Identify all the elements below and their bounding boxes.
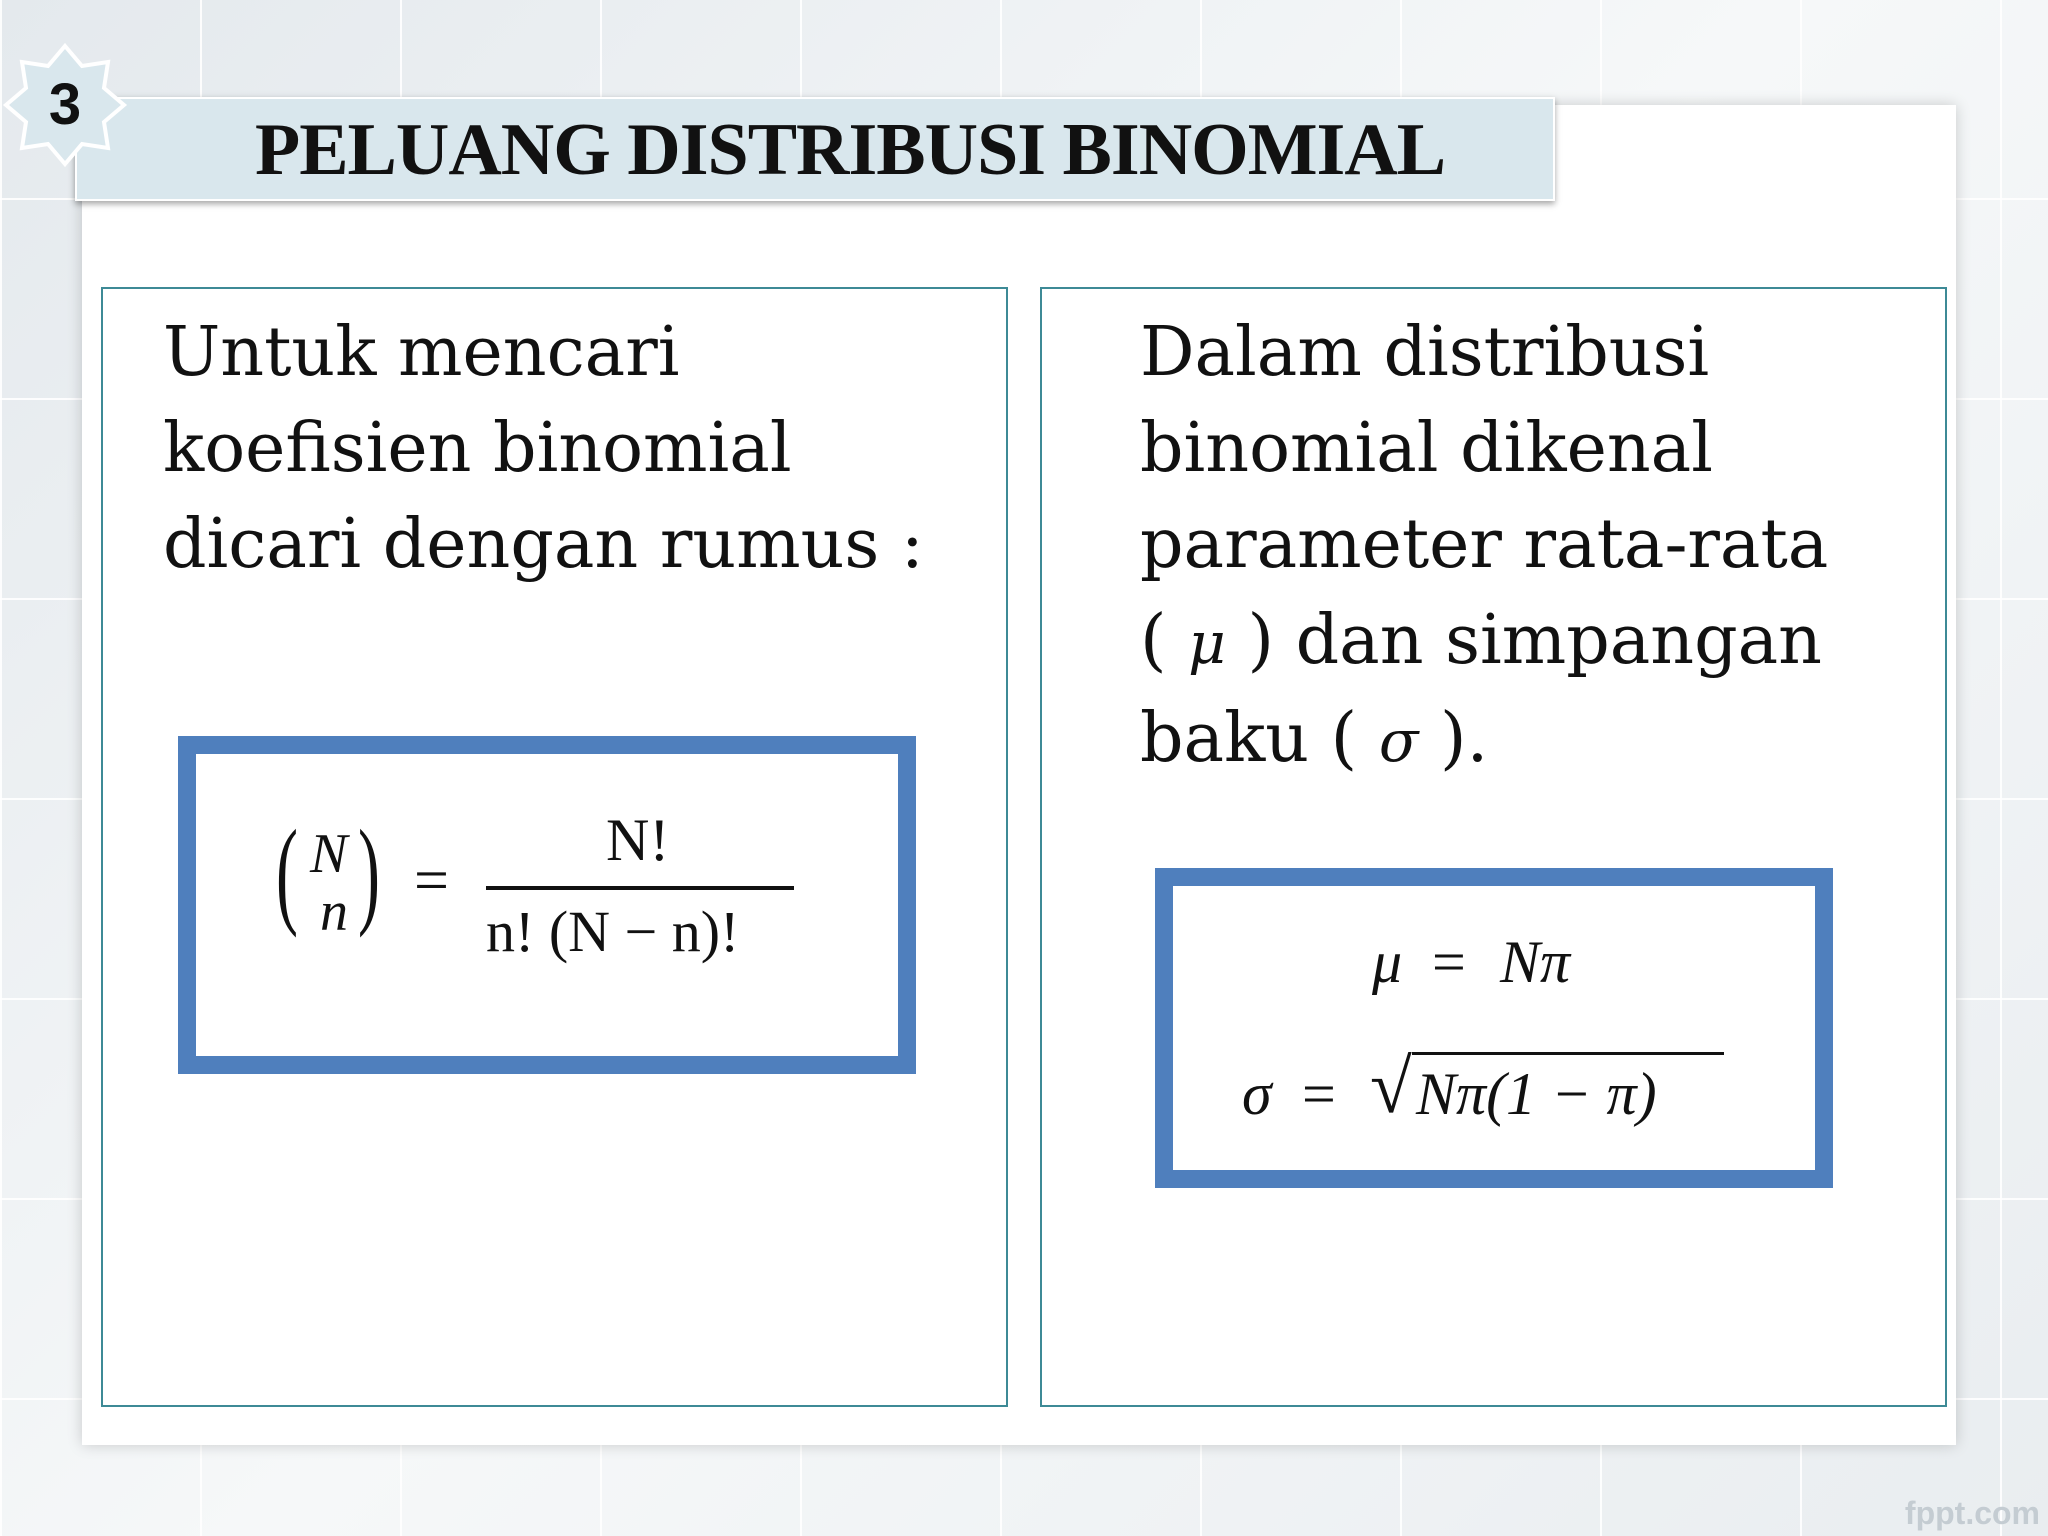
sqrt-vinculum bbox=[1412, 1052, 1724, 1055]
sqrt-radical: √ bbox=[1370, 1045, 1412, 1129]
left-line-1: Untuk mencari bbox=[163, 313, 680, 392]
left-line-3: dicari dengan rumus : bbox=[163, 505, 924, 584]
binom-open-paren: ( bbox=[276, 805, 298, 938]
stddev-equals: = bbox=[1302, 1061, 1336, 1127]
sigma-symbol: σ bbox=[1378, 707, 1419, 775]
watermark: fppt.com bbox=[1904, 1495, 2040, 1531]
right-line-4 bbox=[1140, 593, 1940, 691]
slide-number: 3 bbox=[48, 72, 82, 137]
stddev-radicand: Nπ(1 − π) bbox=[1416, 1061, 1657, 1127]
formula-numerator: N! bbox=[606, 807, 670, 873]
binom-close-paren: ) bbox=[358, 805, 380, 938]
right-panel-text bbox=[1140, 305, 1940, 789]
slide-title: PELUANG DISTRIBUSI BINOMIAL bbox=[255, 109, 1446, 191]
mean-equals: = bbox=[1432, 929, 1466, 995]
mu-symbol: μ bbox=[1188, 609, 1226, 677]
left-line-2: koefisien binomial bbox=[163, 409, 792, 488]
binom-top: N bbox=[310, 823, 348, 885]
right-line-5-open: baku ( bbox=[1140, 699, 1379, 778]
right-line-4-rest: ) dan simpangan bbox=[1225, 601, 1822, 680]
right-line-2: binomial dikenal bbox=[1140, 409, 1713, 488]
mean-lhs: μ bbox=[1372, 929, 1403, 995]
mean-stddev-formula-box bbox=[1155, 868, 1833, 1188]
right-line-1: Dalam distribusi bbox=[1140, 313, 1710, 392]
stddev-lhs: σ bbox=[1242, 1061, 1272, 1127]
right-line-3: parameter rata-rata bbox=[1140, 505, 1829, 584]
right-line-5 bbox=[1140, 691, 1940, 789]
formula-denominator: n! (N − n)! bbox=[486, 899, 740, 964]
fraction-bar bbox=[486, 886, 794, 890]
formula-equals: = bbox=[414, 847, 449, 915]
mean-rhs: Nπ bbox=[1500, 929, 1571, 995]
binom-bottom: n bbox=[320, 881, 348, 943]
right-line-4-open: ( bbox=[1140, 601, 1189, 680]
left-panel-text bbox=[163, 305, 983, 593]
right-line-5-rest: ). bbox=[1418, 699, 1489, 778]
